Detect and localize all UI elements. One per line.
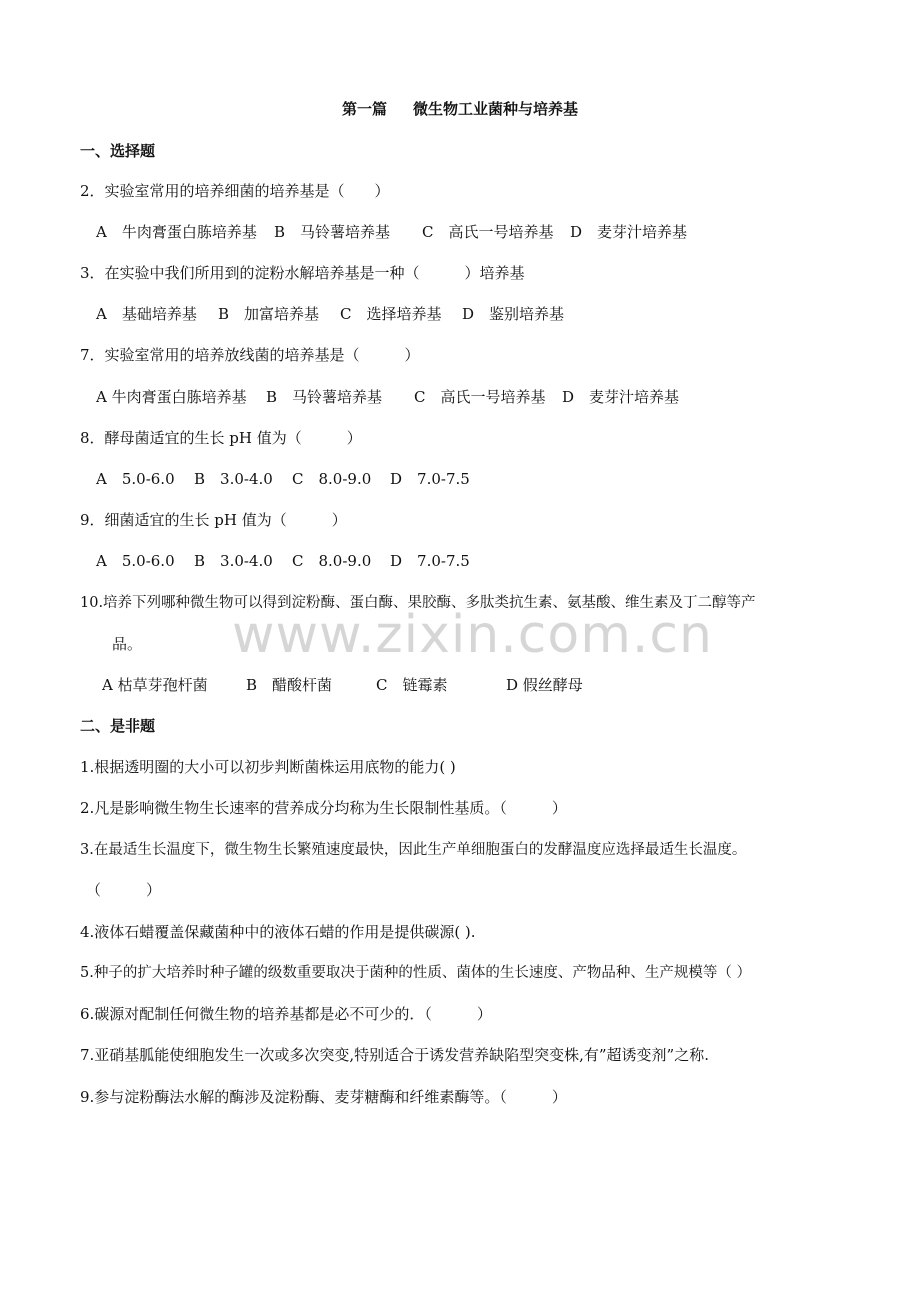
option: A 5.0-6.0 — [96, 552, 175, 570]
title-part: 第一篇 — [341, 100, 387, 118]
option: B 醋酸杆菌 — [246, 676, 333, 694]
option: B 马铃薯培养基 — [274, 223, 391, 241]
option: C 链霉素 — [376, 676, 448, 694]
statement-item: 2.凡是影响微生物生长速率的营养成分均称为生长限制性基质。（ ） — [80, 799, 567, 817]
question-text: 10.培养下列哪种微生物可以得到淀粉酶、蛋白酶、果胶酶、多肽类抗生素、氨基酸、维生素及丁二醇等产 — [80, 595, 756, 611]
statement-item: 3.在最适生长温度下，微生物生长繁殖速度最快，因此生产单细胞蛋白的发酵温度应选择最适生长温度。 — [80, 842, 747, 858]
option: D 假丝酵母 — [506, 676, 583, 694]
statement-item: 5.种子的扩大培养时种子罐的级数重要取决于菌种的性质、菌体的生长速度、产物品种、生产规模等（ ） — [80, 965, 751, 981]
option: A 5.0-6.0 — [96, 470, 175, 488]
question-options — [102, 675, 583, 695]
question-text: 2．实验室常用的培养细菌的培养基是（ ） — [80, 182, 390, 200]
question-text: 7．实验室常用的培养放线菌的培养基是（ ） — [80, 346, 420, 364]
option: A 枯草芽孢杆菌 — [102, 676, 208, 694]
option: C 高氏一号培养基 — [422, 223, 554, 241]
question-text-continued: 品。 — [112, 635, 143, 653]
question-options — [96, 222, 687, 242]
option: C 8.0-9.0 — [292, 552, 372, 570]
statement-item-continued: （ ） — [86, 881, 162, 899]
section-heading-choice: 一、选择题 — [80, 142, 156, 160]
statement-item: 7.亚硝基胍能使细胞发生一次或多次突变,特别适合于诱发营养缺陷型突变株,有”超诱变剂”之称. — [80, 1046, 709, 1064]
question-text: 3．在实验中我们所用到的淀粉水解培养基是一种（ ）培养基 — [80, 264, 525, 282]
question-options — [96, 387, 679, 407]
option: C 8.0-9.0 — [292, 470, 372, 488]
option: A 牛肉膏蛋白胨培养基 — [96, 223, 257, 241]
option: B 马铃薯培养基 — [266, 388, 383, 406]
option: C 高氏一号培养基 — [414, 388, 546, 406]
option: D 7.0-7.5 — [390, 470, 470, 488]
option: B 3.0-4.0 — [194, 470, 273, 488]
title-name: 微生物工业菌种与培养基 — [413, 100, 579, 118]
option: D 麦芽汁培养基 — [562, 388, 680, 406]
option: A 牛肉膏蛋白胨培养基 — [96, 388, 247, 406]
option: C 选择培养基 — [340, 305, 442, 323]
watermark: www.zixin.com.cn — [232, 605, 713, 665]
question-options — [96, 551, 470, 571]
option: D 鉴别培养基 — [462, 305, 565, 323]
statement-item: 1.根据透明圈的大小可以初步判断菌株运用底物的能力( ) — [80, 758, 456, 776]
option: A 基础培养基 — [96, 305, 197, 323]
option: D 7.0-7.5 — [390, 552, 470, 570]
section-heading-truefalse: 二、是非题 — [80, 717, 156, 735]
statement-item: 9.参与淀粉酶法水解的酶涉及淀粉酶、麦芽糖酶和纤维素酶等。（ ） — [80, 1088, 567, 1106]
question-options — [96, 469, 470, 489]
question-options — [96, 304, 564, 324]
question-text: 9．细菌适宜的生长 pH 值为（ ） — [80, 511, 347, 529]
option: B 3.0-4.0 — [194, 552, 273, 570]
option: B 加富培养基 — [218, 305, 320, 323]
question-text: 8．酵母菌适宜的生长 pH 值为（ ） — [80, 429, 362, 447]
option: D 麦芽汁培养基 — [570, 223, 688, 241]
statement-item: 4.液体石蜡覆盖保藏菌种中的液体石蜡的作用是提供碳源( ). — [80, 923, 476, 941]
page-title — [0, 98, 920, 119]
statement-item: 6.碳源对配制任何微生物的培养基都是必不可少的．（ ） — [80, 1005, 492, 1023]
